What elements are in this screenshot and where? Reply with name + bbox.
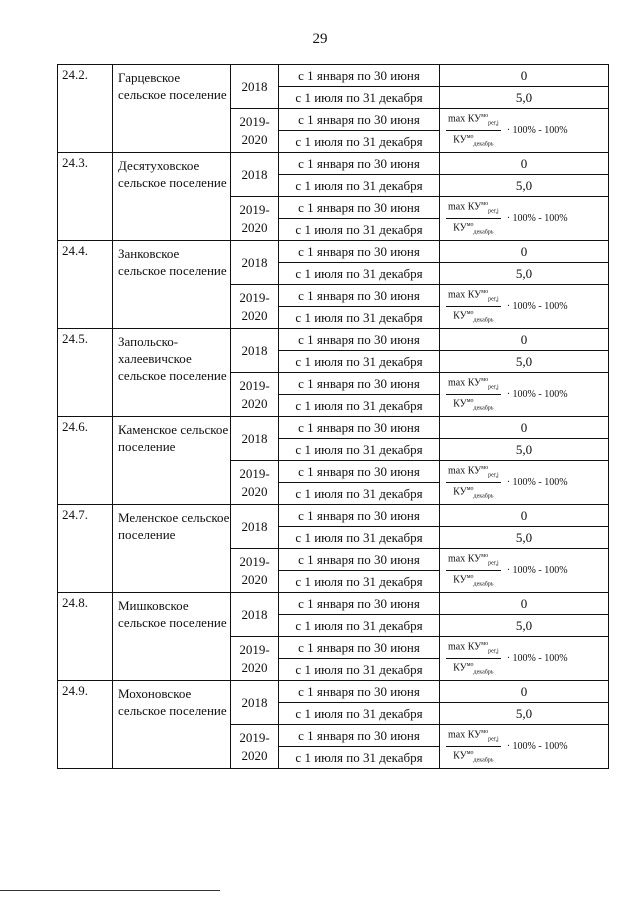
formula-denominator [446,131,501,150]
formula-denominator [446,219,501,238]
table-row [58,681,609,703]
formula-tail: · 100% - 100% [506,476,568,488]
period-second-half: с 1 июля по 31 декабря [279,351,440,373]
row-number: 24.3. [58,153,113,241]
denominator-sub: декабрь [473,581,494,588]
numerator-sup: мо [481,552,489,559]
value-second-half: 5,0 [440,351,609,373]
denominator-sub: декабрь [473,757,494,764]
value-first-half: 0 [440,329,609,351]
page-number: 29 [312,31,328,47]
formula-denominator [446,483,501,502]
year-2018: 2018 [231,505,279,549]
numerator-sub: рег,j [488,296,499,302]
settlement-name: Гарцевское сельское поселение [113,65,231,153]
numerator-sup: мо [481,200,489,207]
formula-numerator [446,375,501,395]
numerator-base: max КУ [448,729,482,740]
row-number: 24.5. [58,329,113,417]
value-first-half: 0 [440,65,609,87]
period-first-half: с 1 января по 30 июня [279,681,440,703]
numerator-sup: мо [481,112,489,119]
value-first-half: 0 [440,241,609,263]
row-number: 24.9. [58,681,113,769]
value-second-half: 5,0 [440,175,609,197]
denominator-base: КУ [453,310,467,322]
table-row [58,505,609,527]
table-row [58,329,609,351]
denominator-sup: мо [466,310,474,316]
period-first-half: с 1 января по 30 июня [279,153,440,175]
formula-numerator [446,199,501,219]
table-row [58,417,609,439]
value-first-half: 0 [440,681,609,703]
denominator-sup: мо [466,134,474,140]
numerator-base: max КУ [448,641,482,652]
year-2018: 2018 [231,329,279,373]
year-2018: 2018 [231,153,279,197]
numerator-sub: рег,j [488,736,499,742]
row-number: 24.8. [58,593,113,681]
formula-fraction [446,199,501,239]
period-second-half: с 1 июля по 31 декабря [279,87,440,109]
table-row [58,153,609,175]
formula-fraction [446,639,501,679]
formula-numerator [446,727,501,747]
year-2018: 2018 [231,681,279,725]
numerator-sub: рег,j [488,472,499,478]
year-2018: 2018 [231,241,279,285]
denominator-sup: мо [466,574,474,580]
formula-cell [440,285,609,329]
year-2019-2020: 2019-2020 [231,197,279,241]
period-first-half: с 1 января по 30 июня [279,373,440,395]
year-2019-2020: 2019-2020 [231,549,279,593]
period-first-half: с 1 января по 30 июня [279,241,440,263]
denominator-base: КУ [453,662,467,674]
year-2019-2020: 2019-2020 [231,373,279,417]
formula-tail: · 100% - 100% [506,564,568,576]
table-row [58,65,609,87]
settlement-name: Каменское сельское поселение [113,417,231,505]
value-first-half: 0 [440,593,609,615]
period-second-half: с 1 июля по 31 декабря [279,659,440,681]
numerator-base: max КУ [448,201,482,212]
year-2018: 2018 [231,65,279,109]
formula-cell [440,109,609,153]
numerator-base: max КУ [448,377,482,388]
row-number: 24.2. [58,65,113,153]
formula-cell [440,725,609,769]
year-2018: 2018 [231,593,279,637]
formula-fraction [446,111,501,151]
formula-numerator [446,639,501,659]
formula-denominator [446,747,501,766]
footer-divider [0,890,220,891]
year-2019-2020: 2019-2020 [231,461,279,505]
value-first-half: 0 [440,505,609,527]
period-second-half: с 1 июля по 31 декабря [279,395,440,417]
table-row [58,241,609,263]
formula-cell [440,461,609,505]
settlement-name: Десятуховское сельское поселение [113,153,231,241]
year-2018: 2018 [231,417,279,461]
period-first-half: с 1 января по 30 июня [279,109,440,131]
period-first-half: с 1 января по 30 июня [279,417,440,439]
period-second-half: с 1 июля по 31 декабря [279,747,440,769]
settlement-name: Мишковское сельское поселение [113,593,231,681]
period-first-half: с 1 января по 30 июня [279,197,440,219]
period-first-half: с 1 января по 30 июня [279,549,440,571]
value-first-half: 0 [440,153,609,175]
numerator-sup: мо [481,376,489,383]
numerator-sub: рег,j [488,648,499,654]
formula-denominator [446,659,501,678]
denominator-sup: мо [466,222,474,228]
value-second-half: 5,0 [440,263,609,285]
numerator-base: max КУ [448,465,482,476]
denominator-sub: декабрь [473,229,494,236]
period-second-half: с 1 июля по 31 декабря [279,527,440,549]
row-number: 24.7. [58,505,113,593]
denominator-base: КУ [453,398,467,410]
formula-numerator [446,463,501,483]
settlement-name: Мохоновское сельское поселение [113,681,231,769]
denominator-sub: декабрь [473,141,494,148]
denominator-base: КУ [453,486,467,498]
row-number: 24.4. [58,241,113,329]
numerator-sub: рег,j [488,560,499,566]
year-2019-2020: 2019-2020 [231,637,279,681]
formula-tail: · 100% - 100% [506,124,568,136]
numerator-base: max КУ [448,289,482,300]
denominator-sub: декабрь [473,669,494,676]
period-first-half: с 1 января по 30 июня [279,637,440,659]
formula-denominator [446,571,501,590]
settlement-name: Меленское сельское поселение [113,505,231,593]
row-number: 24.6. [58,417,113,505]
year-2019-2020: 2019-2020 [231,109,279,153]
value-first-half: 0 [440,417,609,439]
period-second-half: с 1 июля по 31 декабря [279,615,440,637]
tariff-table [57,64,609,769]
settlement-name: Запольско-халеевичское сельское поселение [113,329,231,417]
numerator-sup: мо [481,288,489,295]
period-second-half: с 1 июля по 31 декабря [279,263,440,285]
formula-cell [440,197,609,241]
formula-numerator [446,551,501,571]
formula-tail: · 100% - 100% [506,740,568,752]
denominator-sup: мо [466,750,474,756]
period-second-half: с 1 июля по 31 декабря [279,175,440,197]
numerator-sup: мо [481,464,489,471]
formula-fraction [446,727,501,767]
formula-tail: · 100% - 100% [506,388,568,400]
formula-tail: · 100% - 100% [506,300,568,312]
formula-cell [440,373,609,417]
numerator-sup: мо [481,728,489,735]
numerator-base: max КУ [448,113,482,124]
denominator-sub: декабрь [473,405,494,412]
period-first-half: с 1 января по 30 июня [279,285,440,307]
formula-cell [440,549,609,593]
numerator-sub: рег,j [488,208,499,214]
numerator-sup: мо [481,640,489,647]
table-row [58,593,609,615]
numerator-base: max КУ [448,553,482,564]
formula-numerator [446,287,501,307]
period-first-half: с 1 января по 30 июня [279,505,440,527]
value-second-half: 5,0 [440,527,609,549]
period-second-half: с 1 июля по 31 декабря [279,219,440,241]
formula-fraction [446,551,501,591]
formula-numerator [446,111,501,131]
numerator-sub: рег,j [488,120,499,126]
period-first-half: с 1 января по 30 июня [279,65,440,87]
period-second-half: с 1 июля по 31 декабря [279,703,440,725]
denominator-base: КУ [453,574,467,586]
formula-denominator [446,395,501,414]
denominator-sup: мо [466,398,474,404]
period-first-half: с 1 января по 30 июня [279,725,440,747]
formula-fraction [446,375,501,415]
period-second-half: с 1 июля по 31 декабря [279,571,440,593]
denominator-base: КУ [453,222,467,234]
year-2019-2020: 2019-2020 [231,725,279,769]
period-first-half: с 1 января по 30 июня [279,461,440,483]
value-second-half: 5,0 [440,615,609,637]
period-second-half: с 1 июля по 31 декабря [279,439,440,461]
value-second-half: 5,0 [440,439,609,461]
denominator-sub: декабрь [473,317,494,324]
formula-tail: · 100% - 100% [506,212,568,224]
formula-cell [440,637,609,681]
numerator-sub: рег,j [488,384,499,390]
denominator-sup: мо [466,486,474,492]
value-second-half: 5,0 [440,87,609,109]
period-second-half: с 1 июля по 31 декабря [279,131,440,153]
period-first-half: с 1 января по 30 июня [279,593,440,615]
period-second-half: с 1 июля по 31 декабря [279,483,440,505]
value-second-half: 5,0 [440,703,609,725]
denominator-sup: мо [466,662,474,668]
denominator-base: КУ [453,134,467,146]
formula-fraction [446,287,501,327]
denominator-base: КУ [453,750,467,762]
settlement-name: Занковское сельское поселение [113,241,231,329]
period-second-half: с 1 июля по 31 декабря [279,307,440,329]
year-2019-2020: 2019-2020 [231,285,279,329]
formula-tail: · 100% - 100% [506,652,568,664]
formula-denominator [446,307,501,326]
formula-fraction [446,463,501,503]
denominator-sub: декабрь [473,493,494,500]
period-first-half: с 1 января по 30 июня [279,329,440,351]
